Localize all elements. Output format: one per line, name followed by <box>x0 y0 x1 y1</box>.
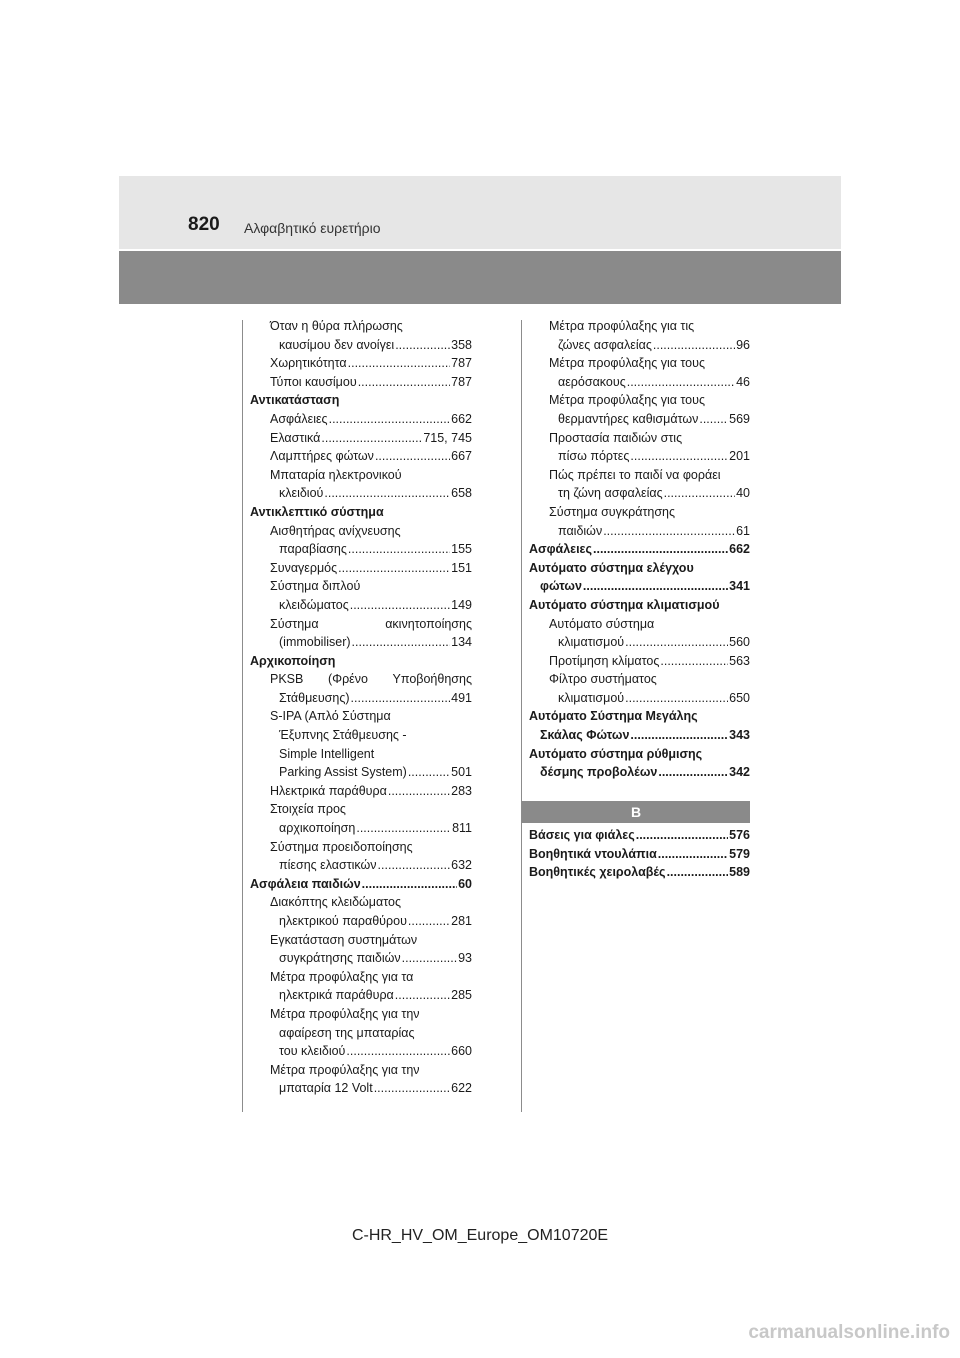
index-entry-line: Προστασία παιδιών στις <box>549 430 683 445</box>
index-entry-line: Σύστημα διπλού <box>270 579 361 594</box>
index-entry: του κλειδιού ..... 660 <box>250 1042 472 1061</box>
index-entry-line: Μέτρα προφύλαξης για τις <box>549 319 695 333</box>
index-entry-line: Αυτόματο σύστημα <box>549 616 655 631</box>
index-heading: Αντικλεπτικό σύστημα <box>250 504 384 519</box>
index-heading-line: Αυτόματο σύστημα ελέγχου <box>529 560 694 575</box>
document-id-footer: C-HR_HV_OM_Europe_OM10720E <box>351 1227 609 1244</box>
index-heading: Βάσεις για φιάλες ..... 576 <box>529 826 750 845</box>
header-dark-band <box>119 251 841 304</box>
index-entry-line: S-IPA (Απλό Σύστημα <box>270 709 391 724</box>
index-entry-line: Πώς πρέπει το παιδί να φοράει <box>549 467 721 482</box>
index-entry-line: Σύστημα ακινητοποίησης <box>270 616 472 631</box>
page-title: Αλφαβητικό ευρετήριο <box>244 220 381 236</box>
index-heading: φώτων ..... 341 <box>529 577 750 596</box>
index-entry: Χωρητικότητα ..... 787 <box>250 354 472 373</box>
index-entry: παραβίασης ..... 155 <box>250 540 472 559</box>
index-entry: Λαμπτήρες φώτων ..... 667 <box>250 447 472 466</box>
index-entry: μπαταρία 12 Volt ..... 622 <box>250 1079 472 1098</box>
index-entry: αερόσακους ..... 46 <box>529 373 750 392</box>
index-heading: Αρχικοποίηση <box>250 653 336 668</box>
index-entry: πίεσης ελαστικών ..... 632 <box>250 856 472 875</box>
index-entry: Ηλεκτρικά παράθυρα ..... 283 <box>250 782 472 801</box>
index-entry-line: Αισθητήρας ανίχνευσης <box>270 523 401 538</box>
index-heading: Ασφάλεια παιδιών ..... 60 <box>250 875 472 894</box>
index-entry: κλειδιού ..... 658 <box>250 484 472 503</box>
index-column-left <box>250 317 472 1098</box>
site-watermark: carmanualsonline.info <box>748 1322 950 1343</box>
index-entry-line: Εγκατάσταση συστημάτων <box>270 932 418 947</box>
index-entry: συγκράτησης παιδιών ..... 93 <box>250 949 472 968</box>
index-entry: πίσω πόρτες ..... 201 <box>529 447 750 466</box>
index-column-right <box>529 317 750 782</box>
index-entry: Προτίμηση κλίματος ..... 563 <box>529 652 750 671</box>
index-entry-line: Simple Intelligent <box>279 746 375 761</box>
index-section-b <box>529 826 750 882</box>
index-entry: ηλεκτρικού παραθύρου ..... 281 <box>250 912 472 931</box>
index-entry-line: Μέτρα προφύλαξης για την <box>270 1006 420 1021</box>
page-number: 820 <box>188 214 220 235</box>
index-entry: Ασφάλειες ..... 662 <box>250 410 472 429</box>
index-heading: Αντικατάσταση <box>250 393 340 408</box>
index-entry: ηλεκτρικά παράθυρα ..... 285 <box>250 986 472 1005</box>
index-entry: κλειδώματος ..... 149 <box>250 596 472 615</box>
index-entry: ζώνες ασφαλείας ..... 96 <box>529 336 750 355</box>
index-heading: δέσμης προβολέων ..... 342 <box>529 763 750 782</box>
section-letter-b: B <box>522 801 750 823</box>
index-entry-line: PKSB (Φρένο Υποβοήθησης <box>270 672 472 687</box>
index-entry-line: Μέτρα προφύλαξης για τους <box>549 393 705 408</box>
index-entry-line: Σύστημα προειδοποίησης <box>270 839 413 854</box>
index-entry-line: Σύστημα συγκράτησης <box>549 504 676 519</box>
header-band <box>119 176 841 249</box>
index-heading: Βοηθητικά ντουλάπια ..... 579 <box>529 845 750 864</box>
index-heading-line: Αυτόματο σύστημα ρύθμισης <box>529 746 703 761</box>
index-entry-line: Μέτρα προφύλαξης για τους <box>549 356 705 371</box>
index-entry: κλιματισμού ..... 560 <box>529 633 750 652</box>
index-entry: κλιματισμού ..... 650 <box>529 689 750 708</box>
index-heading-line: Αυτόματο Σύστημα Μεγάλης <box>529 709 698 724</box>
index-heading: Βοηθητικές χειρολαβές ..... 589 <box>529 863 750 882</box>
index-heading: Ασφάλειες ..... 662 <box>529 540 750 559</box>
index-entry: αρχικοποίηση ..... 811 <box>250 819 472 838</box>
index-entry-line: αφαίρεση της μπαταρίας <box>279 1025 415 1040</box>
index-heading: Αυτόματο σύστημα κλιματισμού <box>529 597 720 612</box>
index-heading: Σκάλας Φώτων ..... 343 <box>529 726 750 745</box>
index-entry: Στάθμευσης) ..... 491 <box>250 689 472 708</box>
index-entry: θερμαντήρες καθισμάτων ..... 569 <box>529 410 750 429</box>
index-entry-line: Φίλτρο συστήματος <box>549 672 657 687</box>
index-entry-line: Μέτρα προφύλαξης για τα <box>270 969 414 984</box>
index-entry-line: Όταν η θύρα πλήρωσης <box>270 319 403 333</box>
index-entry: Τύποι καυσίμου ..... 787 <box>250 373 472 392</box>
index-entry: παιδιών ..... 61 <box>529 522 750 541</box>
index-entry: καυσίμου δεν ανοίγει ..... 358 <box>250 336 472 355</box>
index-entry-line: Μπαταρία ηλεκτρονικού <box>270 467 402 482</box>
index-entry-line: Στοιχεία προς <box>270 802 346 817</box>
index-entry: Parking Assist System) ..... 501 <box>250 763 472 782</box>
index-entry-line: Έξυπνης Στάθμευσης - <box>279 728 407 743</box>
column-divider-middle <box>521 320 522 1112</box>
column-divider-left <box>242 320 243 1112</box>
index-entry: (immobiliser) ..... 134 <box>250 633 472 652</box>
index-entry: Ελαστικά ..... 715, 745 <box>250 429 472 448</box>
index-entry: Συναγερμός ..... 151 <box>250 559 472 578</box>
index-entry: τη ζώνη ασφαλείας ..... 40 <box>529 484 750 503</box>
index-entry-line: Μέτρα προφύλαξης για την <box>270 1062 420 1077</box>
index-entry-line: Διακόπτης κλειδώματος <box>270 895 401 910</box>
